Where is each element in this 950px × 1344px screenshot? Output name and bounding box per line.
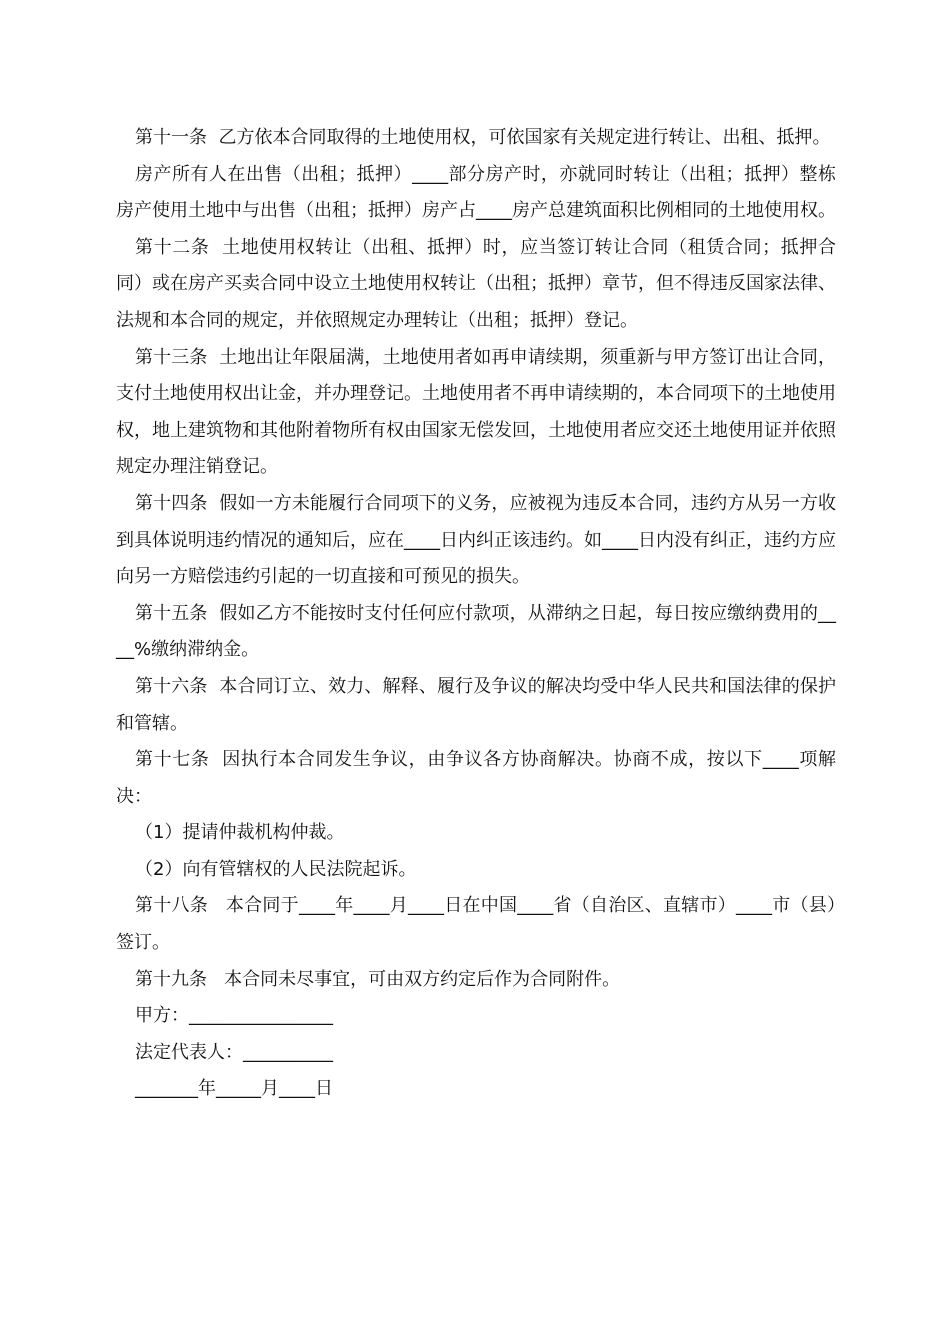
article-17-option-1: （1）提请仲裁机构仲裁。	[135, 822, 345, 844]
article-12: 第十二条 土地使用权转让（出租、抵押）时，应当签订转让合同（租赁合同；抵押合同）或在房产买卖合同中设立土地使用权转让（出租；抵押）章节，但不得违反国家法律、法规和本合同的规定，并依照规定办理转让（出租；抵押）登记。	[116, 236, 836, 331]
article-17: 第十七条 因执行本合同发生争议，由争议各方协商解决。协商不成，按以下____项解决：	[116, 749, 836, 807]
legal-representative-line: 法定代表人：__________	[135, 1041, 333, 1063]
contract-page	[116, 120, 836, 1108]
article-17-option-2: （2）向有管辖权的人民法院起诉。	[135, 858, 417, 880]
party-a-signature-line: 甲方：________________	[135, 1005, 333, 1027]
article-14: 第十四条 假如一方未能履行合同项下的义务，应被视为违反本合同，违约方从另一方收到具体说明违约情况的通知后，应在____日内纠正该违约。如____日内没有纠正，违约方应向另一方赔偿违约引起的一切直接和可预见的损失。	[116, 492, 836, 588]
article-13: 第十三条 土地出让年限届满，土地使用者如再申请续期，须重新与甲方签订出让合同，支付土地使用权出让金，并办理登记。土地使用者不再申请续期的，本合同项下的土地使用权，地上建筑物和其他附着物所有权由国家无偿发回，土地使用者应交还土地使用证并依照规定办理注销登记。	[116, 346, 836, 478]
article-11: 第十一条 乙方依本合同取得的土地使用权，可依国家有关规定进行转让、出租、抵押。	[135, 127, 831, 148]
article-15: 第十五条 假如乙方不能按时支付任何应付款项，从滞纳之日起，每日按应缴纳费用的____%缴纳滞纳金。	[116, 602, 836, 661]
article-16: 第十六条 本合同订立、效力、解释、履行及争议的解决均受中华人民共和国法律的保护和管辖。	[116, 675, 836, 734]
article-11-detail: 房产所有人在出售（出租；抵押）____部分房产时，亦就同时转让（出租；抵押）整栋房产使用土地中与出售（出租；抵押）房产占____房产总建筑面积比例相同的土地使用权。	[116, 163, 836, 222]
article-18: 第十八条 本合同于____年____月____日在中国____省（自治区、直辖市）____市（县）签订。	[116, 895, 836, 954]
article-19: 第十九条 本合同未尽事宜，可由双方约定后作为合同附件。	[135, 968, 621, 990]
date-line: _______年_____月____日	[135, 1078, 333, 1100]
